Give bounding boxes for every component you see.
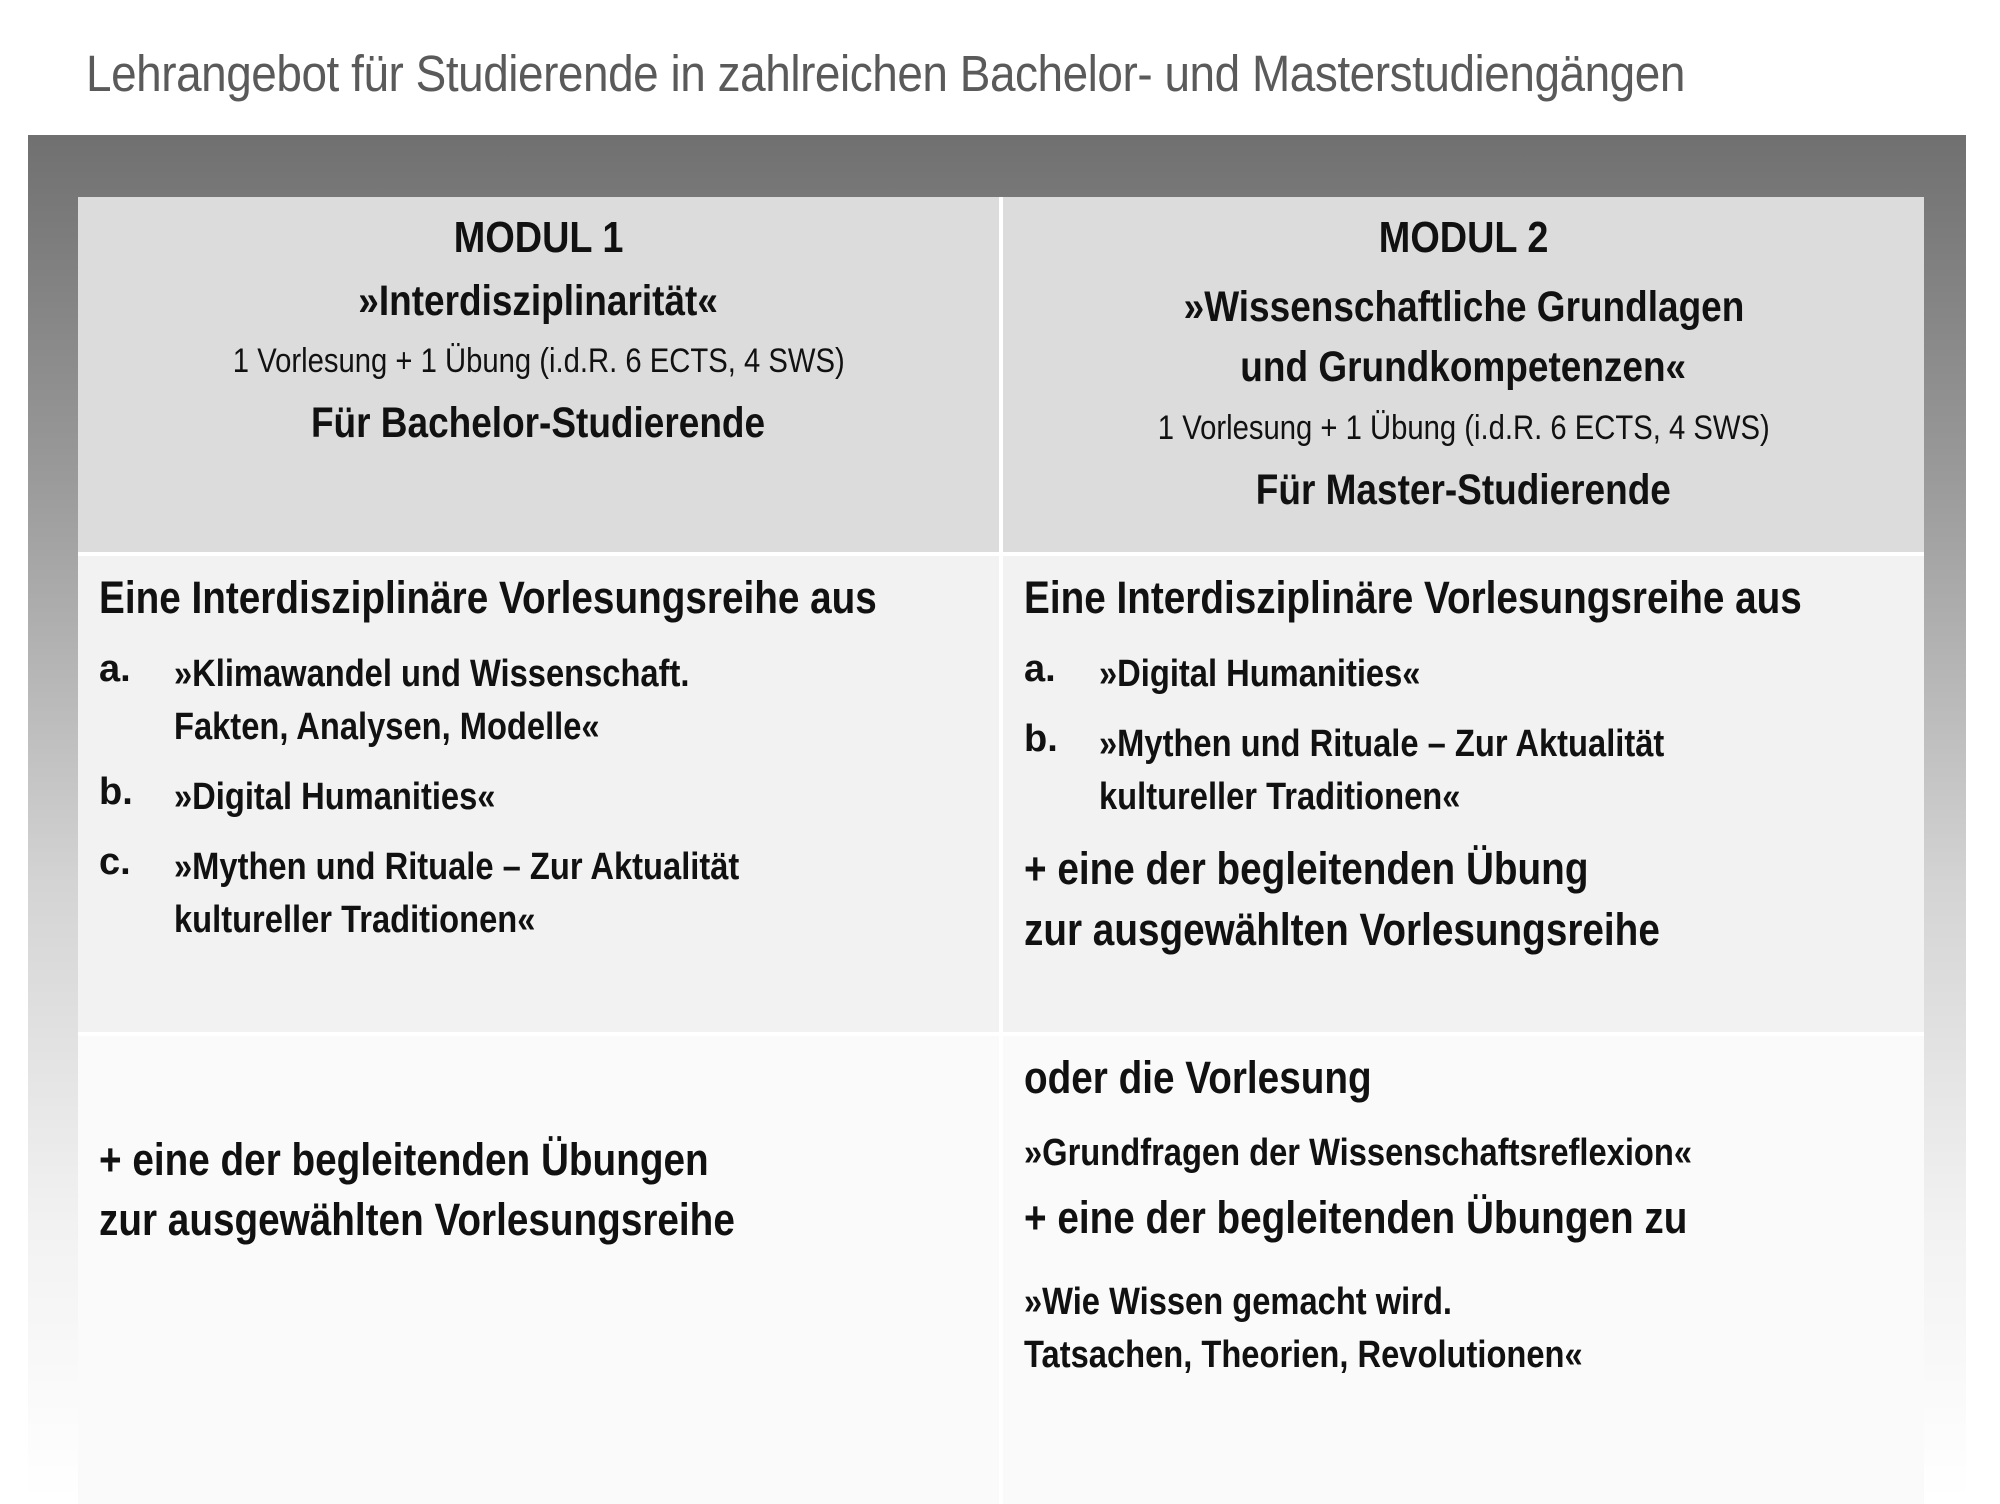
modul2-alternative-cell (1003, 1036, 1924, 1504)
modul2-name-line1: »Wissenschaftliche Grundlagen (1183, 283, 1744, 331)
item-label: b. (1024, 718, 1058, 760)
modul1-details: 1 Vorlesung + 1 Übung (i.d.R. 6 ECTS, 4 SWS) (232, 342, 845, 380)
modul2-alt-intro: oder die Vorlesung (1024, 1052, 1372, 1103)
item-label: b. (99, 771, 133, 813)
modul2-item-b: »Mythen und Rituale – Zur Aktualität kultureller Traditionen« (1099, 723, 1665, 818)
modul2-alt-lecture: »Grundfragen der Wissenschaftsreflexion« (1024, 1132, 1693, 1174)
modul1-name: »Interdisziplinarität« (358, 277, 719, 325)
modul1-audience: Für Bachelor-Studierende (311, 399, 766, 447)
item-label: a. (99, 648, 131, 690)
modul2-header (1003, 197, 1924, 552)
slide-title: Lehrangebot für Studierende in zahlreichen Bachelor- und Masterstudiengängen (86, 45, 1685, 102)
modul1-header (78, 197, 999, 552)
modul2-intro: Eine Interdisziplinäre Vorlesungsreihe aus (1024, 572, 1802, 623)
item-label: a. (1024, 648, 1056, 690)
modul1-item-a: »Klimawandel und Wissenschaft. Fakten, Analysen, Modelle« (174, 653, 690, 748)
modul2-heading: MODUL 2 (1378, 213, 1549, 262)
modul1-lectures (78, 556, 999, 1032)
modul2-lectures (1003, 556, 1924, 1032)
modul2-alt-uebung-title: »Wie Wissen gemacht wird. Tatsachen, Theorien, Revolutionen« (1024, 1281, 1583, 1376)
modul1-item-b: »Digital Humanities« (174, 776, 496, 818)
item-label: c. (99, 841, 131, 883)
modul1-uebung-cell (78, 1036, 999, 1504)
modul1-uebung: + eine der begleitenden Übungen zur ausgewählten Vorlesungsreihe (99, 1134, 735, 1245)
modul1-intro: Eine Interdisziplinäre Vorlesungsreihe aus (99, 572, 877, 623)
modul2-item-a: »Digital Humanities« (1099, 653, 1421, 695)
modul1-item-c: »Mythen und Rituale – Zur Aktualität kultureller Traditionen« (174, 846, 740, 941)
modul2-alt-uebung: + eine der begleitenden Übungen zu (1024, 1192, 1688, 1243)
modul1-heading: MODUL 1 (453, 213, 624, 262)
modul2-name-line2: und Grundkompetenzen« (1240, 343, 1687, 391)
modul2-audience: Für Master-Studierende (1255, 466, 1672, 514)
modul2-uebung: + eine der begleitenden Übung zur ausgewählten Vorlesungsreihe (1024, 843, 1660, 955)
modul2-details: 1 Vorlesung + 1 Übung (i.d.R. 6 ECTS, 4 SWS) (1157, 409, 1770, 447)
module-table (78, 197, 1924, 1500)
